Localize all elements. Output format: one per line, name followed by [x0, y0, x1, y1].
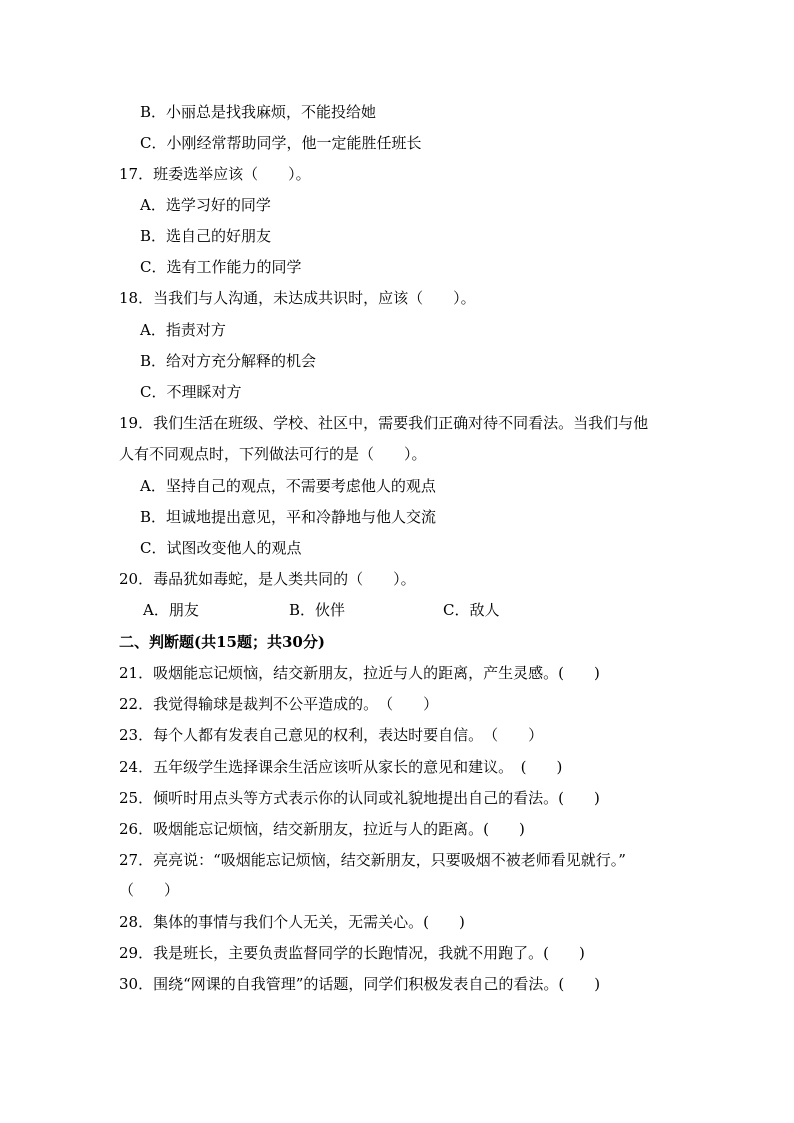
- q18-option-a: A．指责对方: [140, 321, 226, 339]
- tf-item: 21．吸烟能忘记烦恼，结交新朋友，拉近与人的距离，产生灵感。( ): [119, 664, 600, 682]
- tf-item: 22．我觉得输球是裁判不公平造成的。 （ ）: [119, 695, 439, 713]
- q16-option-b: B．小丽总是找我麻烦，不能投给她: [140, 103, 377, 121]
- tf-item: 28．集体的事情与我们个人无关，无需关心。( ): [119, 913, 465, 931]
- tf-item: 24．五年级学生选择课余生活应该听从家长的意见和建议。 ( ): [119, 758, 563, 776]
- tf-item-continuation: （ ）: [119, 881, 180, 899]
- q19-stem-line2: 人有不同观点时，下列做法可行的是（ ）。: [119, 445, 427, 463]
- tf-item: 27．亮亮说：“吸烟能忘记烦恼，结交新朋友，只要吸烟不被老师看见就行。”: [119, 851, 626, 869]
- q17-option-c: C．选有工作能力的同学: [140, 258, 302, 276]
- q19-option-b: B．坦诚地提出意见，平和冷静地与他人交流: [140, 508, 437, 526]
- q17-stem: 17．班委选举应该（ ）。: [119, 165, 311, 183]
- q18-stem: 18．当我们与人沟通，未达成共识时，应该（ ）。: [119, 289, 476, 307]
- tf-item: 26．吸烟能忘记烦恼，结交新朋友，拉近与人的距离。( ): [119, 820, 525, 838]
- q20-option-b: B．伙伴: [289, 601, 346, 619]
- q17-option-b: B．选自己的好朋友: [140, 227, 272, 245]
- tf-item: 30．围绕“网课的自我管理”的话题，同学们积极发表自己的看法。( ): [119, 975, 601, 993]
- q19-option-a: A．坚持自己的观点，不需要考虑他人的观点: [140, 477, 436, 495]
- section-heading: 二、判断题(共15题；共30分): [119, 633, 325, 651]
- q18-option-c: C．不理睬对方: [140, 383, 242, 401]
- q17-option-a: A．选学习好的同学: [140, 196, 271, 214]
- q20-option-a: A．朋友: [143, 601, 199, 619]
- tf-item: 25．倾听时用点头等方式表示你的认同或礼貌地提出自己的看法。( ): [119, 789, 600, 807]
- q19-option-c: C．试图改变他人的观点: [140, 539, 302, 557]
- tf-item: 29．我是班长，主要负责监督同学的长跑情况，我就不用跑了。( ): [119, 944, 585, 962]
- q20-stem: 20．毒品犹如毒蛇，是人类共同的（ ）。: [119, 570, 416, 588]
- q20-option-c: C．敌人: [443, 601, 500, 619]
- q18-option-b: B．给对方充分解释的机会: [140, 352, 317, 370]
- q16-option-c: C．小刚经常帮助同学，他一定能胜任班长: [140, 134, 422, 152]
- q19-stem-line1: 19．我们生活在班级、学校、社区中，需要我们正确对待不同看法。当我们与他: [119, 414, 649, 432]
- tf-item: 23．每个人都有发表自己意见的权利，表达时要自信。 （ ）: [119, 726, 544, 744]
